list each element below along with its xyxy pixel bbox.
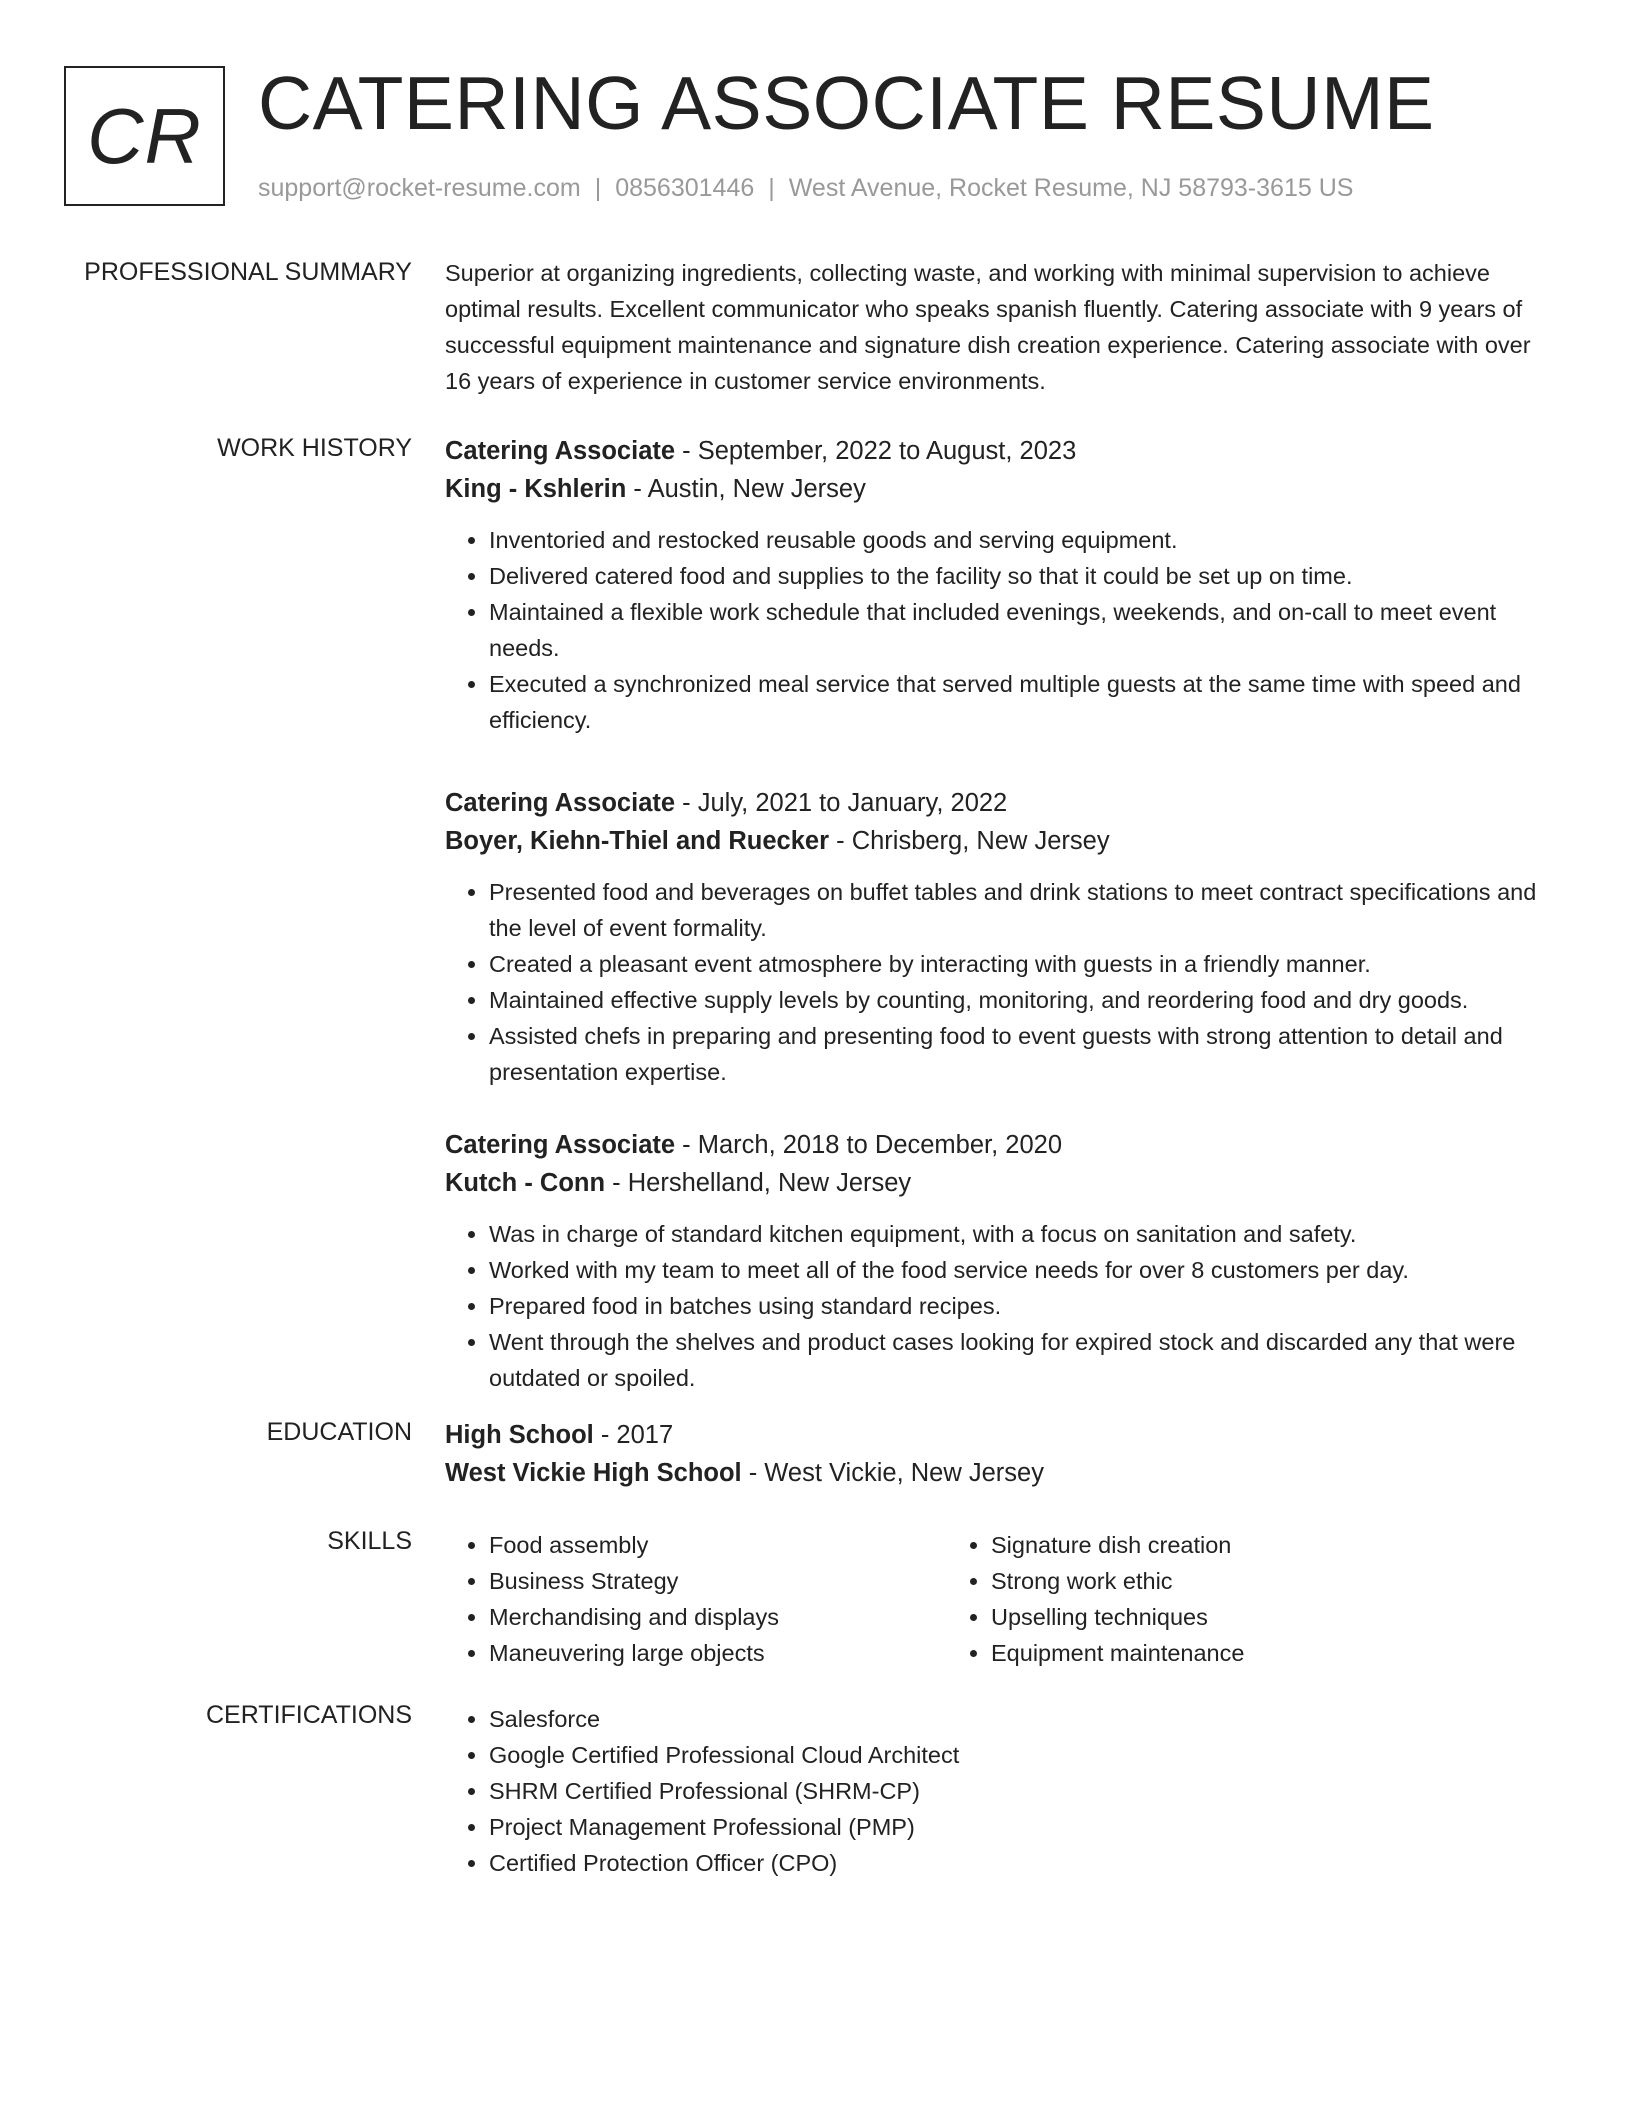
job-company-line bbox=[445, 470, 1560, 508]
certification-item: • SHRM Certified Professional (SHRM-CP) bbox=[489, 1773, 1560, 1809]
job-entry bbox=[445, 1126, 1560, 1396]
skills-list-right bbox=[947, 1527, 1449, 1671]
education-year: - 2017 bbox=[593, 1421, 674, 1449]
education-degree: High School bbox=[445, 1421, 594, 1449]
education-body bbox=[445, 1416, 1560, 1492]
job-bullet: • Executed a synchronized meal service that served multiple guests at the same time with speed and efficiency. bbox=[489, 666, 1560, 738]
job-title: Catering Associate bbox=[445, 437, 676, 465]
job-title-line bbox=[445, 784, 1560, 822]
job-title-line bbox=[445, 1126, 1560, 1164]
job-dates: - September, 2022 to August, 2023 bbox=[675, 437, 1077, 465]
section-label: SKILLS bbox=[327, 1527, 412, 1555]
section-label: CERTIFICATIONS bbox=[205, 1701, 412, 1729]
job-company: King - Kshlerin bbox=[445, 475, 627, 503]
section-label: EDUCATION bbox=[266, 1418, 412, 1446]
job-company: Kutch - Conn bbox=[445, 1169, 606, 1197]
work-history-body bbox=[445, 432, 1560, 1396]
contact-separator: | bbox=[594, 174, 602, 202]
certifications-list bbox=[445, 1701, 1560, 1881]
section-label: WORK HISTORY bbox=[217, 434, 412, 462]
job-bullets bbox=[445, 522, 1560, 738]
education-school: West Vickie High School bbox=[445, 1459, 742, 1487]
job-bullet: • Delivered catered food and supplies to the facility so that it could be set up on time. bbox=[489, 558, 1560, 594]
skill-item: • Strong work ethic bbox=[991, 1563, 1449, 1599]
skill-item: • Maneuvering large objects bbox=[489, 1635, 947, 1671]
job-dates: - March, 2018 to December, 2020 bbox=[675, 1131, 1063, 1159]
skills-list-left bbox=[445, 1527, 947, 1671]
job-bullet: • Was in charge of standard kitchen equipment, with a focus on sanitation and safety. bbox=[489, 1216, 1560, 1252]
job-entry bbox=[445, 432, 1560, 738]
job-bullet: • Prepared food in batches using standard recipes. bbox=[489, 1288, 1560, 1324]
skill-item: • Food assembly bbox=[489, 1527, 947, 1563]
job-bullet: • Assisted chefs in preparing and presenting food to event guests with strong attention to detail and presentation expertise. bbox=[489, 1018, 1560, 1090]
job-location: - Austin, New Jersey bbox=[626, 475, 866, 503]
job-title: Catering Associate bbox=[445, 1131, 676, 1159]
skill-item: • Equipment maintenance bbox=[991, 1635, 1449, 1671]
monogram-logo bbox=[64, 66, 225, 206]
job-title-line bbox=[445, 432, 1560, 470]
job-bullets bbox=[445, 1216, 1560, 1396]
job-entry bbox=[445, 784, 1560, 1090]
skills-columns bbox=[445, 1527, 1560, 1671]
job-title: Catering Associate bbox=[445, 789, 676, 817]
summary-body bbox=[445, 255, 1560, 399]
job-bullets bbox=[445, 874, 1560, 1090]
skill-item: • Signature dish creation bbox=[991, 1527, 1449, 1563]
certification-item: • Certified Protection Officer (CPO) bbox=[489, 1845, 1560, 1881]
job-location: - Chrisberg, New Jersey bbox=[829, 827, 1110, 855]
job-bullet: • Maintained a flexible work schedule that included evenings, weekends, and on-call to meet event needs. bbox=[489, 594, 1560, 666]
skill-item: • Business Strategy bbox=[489, 1563, 947, 1599]
resume-title: CATERING ASSOCIATE RESUME bbox=[258, 61, 1435, 145]
contact-email: support@rocket-resume.com bbox=[258, 174, 581, 202]
job-bullet: • Created a pleasant event atmosphere by interacting with guests in a friendly manner. bbox=[489, 946, 1560, 982]
section-label: PROFESSIONAL SUMMARY bbox=[84, 258, 412, 286]
job-bullet: • Worked with my team to meet all of the food service needs for over 8 customers per day. bbox=[489, 1252, 1560, 1288]
job-bullet: • Inventoried and restocked reusable goods and serving equipment. bbox=[489, 522, 1560, 558]
education-school-line bbox=[445, 1454, 1560, 1492]
contact-phone: 0856301446 bbox=[615, 174, 755, 202]
job-dates: - July, 2021 to January, 2022 bbox=[675, 789, 1008, 817]
job-bullet: • Maintained effective supply levels by counting, monitoring, and reordering food and dry goods. bbox=[489, 982, 1560, 1018]
job-bullet: • Went through the shelves and product cases looking for expired stock and discarded any that were outdated or spoiled. bbox=[489, 1324, 1560, 1396]
education-degree-line bbox=[445, 1416, 1560, 1454]
job-location: - Hershelland, New Jersey bbox=[605, 1169, 912, 1197]
contact-separator: | bbox=[768, 174, 775, 202]
job-company-line bbox=[445, 822, 1560, 860]
job-company: Boyer, Kiehn-Thiel and Ruecker bbox=[445, 827, 830, 855]
monogram-text: CR bbox=[87, 91, 202, 180]
job-company-line bbox=[445, 1164, 1560, 1202]
summary-text: Superior at organizing ingredients, collecting waste, and working with minimal supervision to achieve optimal results. Excellent communicator who speaks spanish fluently. Catering associate with 9 years of successful equipment maintenance and signature dish creation experience. Catering associate with over 16 years of experience in customer service environments. bbox=[445, 260, 1531, 394]
contact-line bbox=[258, 174, 1353, 203]
skill-item: • Merchandising and displays bbox=[489, 1599, 947, 1635]
certification-item: • Project Management Professional (PMP) bbox=[489, 1809, 1560, 1845]
certifications-body bbox=[445, 1701, 1560, 1881]
certification-item: • Salesforce bbox=[489, 1701, 1560, 1737]
jobs-list bbox=[445, 432, 1560, 1396]
skill-item: • Upselling techniques bbox=[991, 1599, 1449, 1635]
certification-item: • Google Certified Professional Cloud Architect bbox=[489, 1737, 1560, 1773]
contact-address: West Avenue, Rocket Resume, NJ 58793-3615 US bbox=[788, 174, 1354, 202]
education-location: - West Vickie, New Jersey bbox=[741, 1459, 1044, 1487]
job-bullet: • Presented food and beverages on buffet tables and drink stations to meet contract specifications and the level of event formality. bbox=[489, 874, 1560, 946]
skills-body bbox=[445, 1527, 1560, 1671]
